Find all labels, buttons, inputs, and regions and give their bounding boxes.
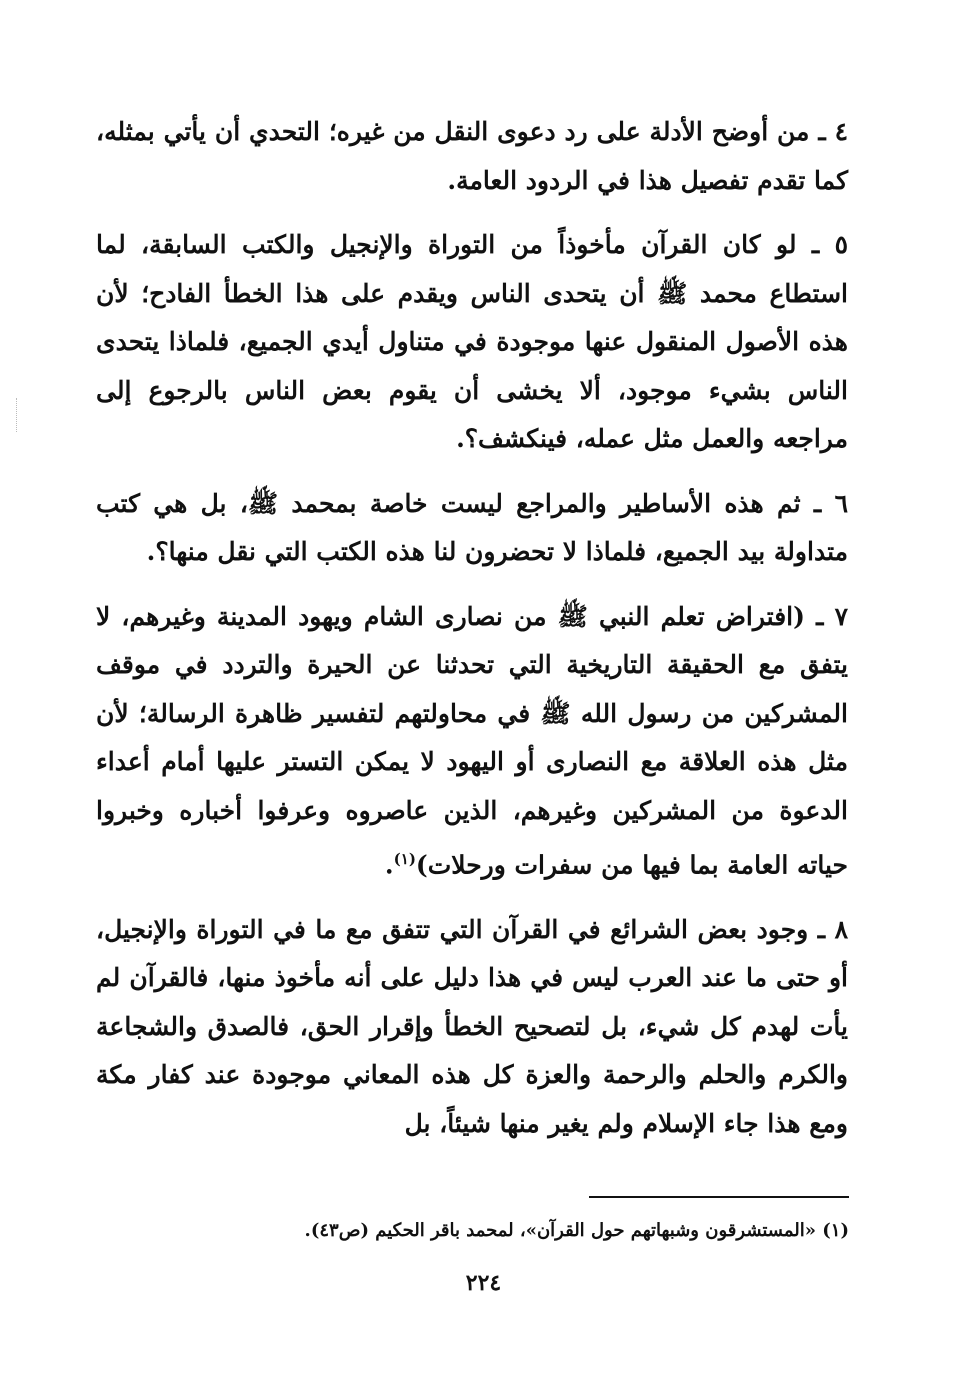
paragraph-6 bbox=[96, 480, 848, 577]
main-text bbox=[96, 108, 848, 1164]
paragraph-5 bbox=[96, 221, 848, 464]
page-number: ٢٢٤ bbox=[465, 1270, 502, 1296]
paragraph-8-text: ٨ ـ وجود بعض الشرائع في القرآن التي تتفق مع ما في التوراة والإنجيل، أو حتى ما عند العرب ليس في هذا دليل على أنه مأخوذ منها، فالقرآن لم يأت لهدم كل شيء، بل لتصحيح الخطأ وإقرار الحق، فالصدق والشجاعة والكرم والحلم والرحمة والعزة كل هذه المعاني موجودة عند كفار مكة ومع هذا جاء الإسلام ولم يغير منها شيئاً، بل bbox=[96, 914, 848, 1138]
paragraph-7-tail: . bbox=[384, 850, 394, 880]
paragraph-4-text: ٤ ـ من أوضح الأدلة على رد دعوى النقل من غيره؛ التحدي أن يأتي بمثله، كما تقدم تفصيل هذا في الردود العامة. bbox=[96, 117, 848, 195]
scan-margin-mark bbox=[16, 398, 19, 432]
footnote-text: (١) «المستشرقون وشبهاتهم حول القرآن»، لمحمد باقر الحكيم (ص٤٣). bbox=[304, 1220, 849, 1241]
footnote-divider bbox=[589, 1196, 849, 1198]
paragraph-5-text: ٥ ـ لو كان القرآن مأخوذاً من التوراة والإنجيل والكتب السابقة، لما استطاع محمد ﷺ أن يتحدى الناس ويقدم على هذا الخطأ الفادح؛ لأن هذه الأصول المنقول عنها موجودة في متناول أيدي الجميع، فلماذا يتحدى الناس بشيء موجود، ألا يخشى أن يقوم بعض الناس بالرجوع إلى مراجعه والعمل مثل عمله، فينكشف؟. bbox=[96, 230, 848, 453]
footnote-reference[interactable]: (١) bbox=[393, 850, 416, 868]
paragraph-7 bbox=[96, 593, 848, 890]
paragraph-7-text: ٧ ـ (افتراض تعلم النبي ﷺ من نصارى الشام ويهود المدينة وغيرهم، لا يتفق مع الحقيقة التاريخية التي تحدثنا عن الحيرة والتردد في موقف المشركين من رسول الله ﷺ في محاولتهم لتفسير ظاهرة الرسالة؛ لأن مثل هذه العلاقة مع النصارى أو اليهود لا يمكن التستر عليها أمام أعداء الدعوة من المشركين وغيرهم، الذين عاصروه وعرفوا أخباره وخبروا حياته العامة بما فيها من سفرات ورحلات) bbox=[96, 601, 848, 880]
paragraph-4 bbox=[96, 108, 848, 205]
footnote bbox=[109, 1218, 849, 1244]
paragraph-6-text: ٦ ـ ثم هذه الأساطير والمراجع ليست خاصة بمحمد ﷺ، بل هي كتب متداولة بيد الجميع، فلماذا لا تحضرون لنا هذه الكتب التي نقل منها؟. bbox=[96, 488, 848, 566]
paragraph-8 bbox=[96, 906, 848, 1149]
